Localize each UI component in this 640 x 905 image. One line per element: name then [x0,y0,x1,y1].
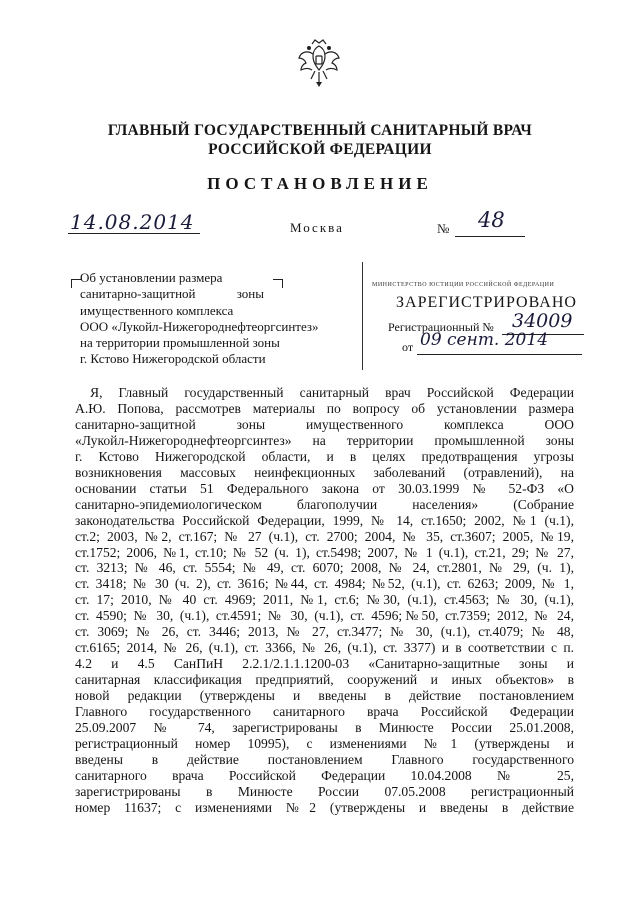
document-number: 48 [478,208,505,232]
body-line: ст.6165; 2014, № 26, (ч.1), ст. 3366, № 26, (ч.1), ст. 3377) и в соответствии с п. [75,640,574,656]
stamp-border [362,262,363,370]
body-line: «Лукойл-Нижегороднефтеоргсинтез» на территории промышленной зоны [75,432,574,448]
body-line: регистрационный номер 10995), с изменениями №1 (утверждены и [75,735,574,751]
body-line: санитарно-эпидемиологическом благополучии населения» (Собрание [75,496,574,512]
stamp-date-underline [417,354,582,355]
body-line: 25.09.2007 № 74, зарегистрированы в Минюсте России 25.01.2008, [75,720,574,736]
body-line: основании статьи 51 Федерального закона от 30.03.1999 № 52-ФЗ «О [75,480,574,496]
body-line: санитарно-защитной зоны имущественного комплекса ООО [75,416,574,432]
number-label: № [437,221,450,236]
date-underline [68,233,200,234]
body-line: ст.1752; 2006, №1, ст.10; № 52 (ч. 1), ст.5498; 2007, № 1 (ч.1), ст.21, 29; № 27, [75,544,574,560]
body-line: г. Кстово Нижегородской области, и в целях предотвращения угрозы [75,448,574,464]
stamp-title: ЗАРЕГИСТРИРОВАНО [396,294,577,311]
body-line: 4.2 и 4.5 СанПиН 2.2.1/2.1.1.1200-03 «Санитарно-защитные зоны и [75,656,574,672]
body-line: санитарная классификация предприятий, сооружений и иных объектов» в [75,672,574,688]
body-line: ст.2; 2003, №2, ст.167; № 27 (ч.1), ст. 2700; 2004, № 35, ст.3607; 2005, №19, [75,528,574,544]
stamp-reg-date: 09 сент. 2014 [420,330,549,350]
subject-line: санитарно-защитной зоны [80,286,264,302]
stamp-reg-number: 34009 [512,310,573,332]
document-date: 14.08.2014 [70,210,195,234]
stamp-issuer: МИНИСТЕРСТВО ЮСТИЦИИ РОССИЙСКОЙ ФЕДЕРАЦИИ [372,282,555,288]
org-title-line1: ГЛАВНЫЙ ГОСУДАРСТВЕННЫЙ САНИТАРНЫЙ ВРАЧ [107,122,533,139]
body-line: номер 11637; с изменениями №2 (утверждены и введены в действие [75,799,574,815]
body-line: новой редакции (утверждены и введены в действие постановлением [75,688,574,704]
subject-line: г. Кстово Нижегородской области [80,351,266,367]
org-title-line2: РОССИЙСКОЙ ФЕДЕРАЦИИ [208,141,432,158]
subject-block [80,270,355,368]
body-line: санитарного врача Российской Федерации 10.04.2008 № 25, [75,767,574,783]
stamp-reg-label: Регистрационный № [388,320,494,334]
body-line: ст. 3418; № 30 (ч. 2), ст. 3616; №44, ст. 4984; №52, (ч.1), ст. 6263; 2009, № 1, [75,576,574,592]
body-line: законодательства Российской Федерации, 1999, № 14, ст.1650; 2002, №1 (ч.1), [75,512,574,528]
subject-line: имущественного комплекса [80,302,234,318]
body-line: введены в действие постановлением Главного государственного [75,751,574,767]
body-line: зарегистрированы в Минюсте России 07.05.2008 регистрационный [75,783,574,799]
body-line: ст. 3069; № 26, ст. 3446; 2013, № 27, ст.3477; № 30, (ч.1), ст.4079; № 48, [75,624,574,640]
document-city: Москва [290,220,344,235]
body-line: ст. 4590; № 30, (ч.1), ст.4591; № 30, (ч.1), ст. 4596;№50, ст.7359; 2012, № 24, [75,608,574,624]
body-line: А.Ю. Попова, рассмотрев материалы по вопросу об установлении размера [75,400,574,416]
subject-line: Об установлении размера [80,270,223,285]
stamp-date-prefix: от [402,340,414,354]
subject-line: на территории промышленной зоны [80,335,280,351]
registration-stamp [362,262,598,392]
body-line: ст. 17; 2010, № 40 ст. 4969; 2011, №1, ст.6; №30, (ч.1), ст.4563; № 30, (ч.1), [75,592,574,608]
body-line: Главного государственного санитарного врача Российской Федерации [75,704,574,720]
subject-line: ООО «Лукойл-Нижегороднефтеоргсинтез» [80,318,319,334]
document-type: ПОСТАНОВЛЕНИЕ [207,174,433,193]
body-line: возникновения массовых неинфекционных заболеваний (отравлений), на [75,464,574,480]
body-line: Я, Главный государственный санитарный врач Российской Федерации [90,385,574,400]
russian-coat-of-arms-icon [296,38,342,88]
body-text [75,385,574,816]
number-underline [455,236,525,237]
body-line: ст. 3213; № 46, ст. 5554; № 49, ст. 6070; 2008, № 24, ст.2801, № 29, (ч. 1), [75,560,574,576]
